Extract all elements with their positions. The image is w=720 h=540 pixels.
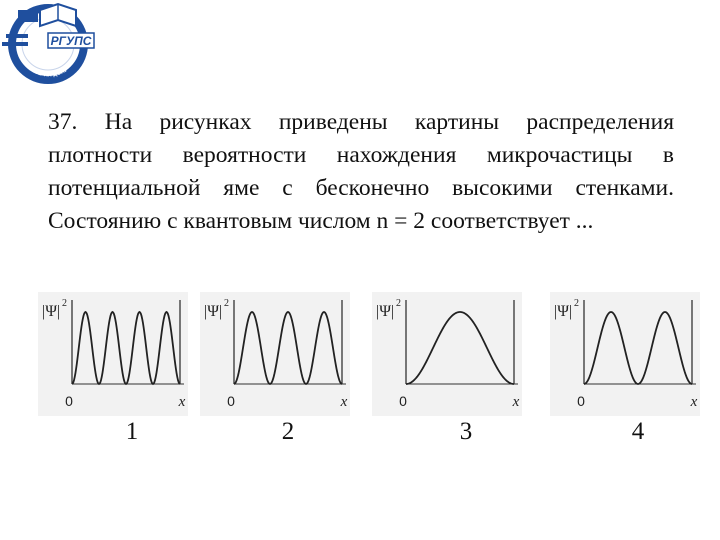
y-axis-label-superscript: 2 (574, 298, 579, 309)
probability-density-plot-3 (372, 292, 522, 416)
origin-label: 0 (65, 393, 73, 409)
y-axis-label-superscript: 2 (396, 298, 401, 309)
question-text: 37. На рисунках приведены картины распределения плотности вероятности нахождения микрочастицы в потенциальной яме с бесконечно высокими стенками. Состоянию с квантовым числом n = 2 соответствует ... (48, 109, 674, 234)
origin-label: 0 (399, 393, 407, 409)
x-axis-label: x (340, 394, 348, 410)
probability-density-plot-1 (38, 292, 188, 416)
y-axis-label-superscript: 2 (224, 298, 229, 309)
origin-label: 0 (227, 393, 235, 409)
plot-panel-2[interactable] (200, 292, 350, 416)
plot-number-4: 4 (631, 418, 645, 445)
logo-text: РГУПС (50, 34, 92, 48)
x-axis-label: x (178, 394, 186, 410)
x-axis-label: x (690, 394, 698, 410)
y-axis-label: |Ψ| (554, 303, 573, 320)
plot-number-3: 3 (459, 418, 473, 445)
probability-density-plot-4 (550, 292, 700, 416)
logo-ring-text: РОСТОВ-НА-ДОНУ (21, 60, 69, 79)
plot-number-1: 1 (125, 418, 139, 445)
university-logo (0, 0, 108, 84)
y-axis-label-superscript: 2 (62, 298, 67, 309)
y-axis-label: |Ψ| (204, 303, 223, 320)
plot-panel-4[interactable] (550, 292, 700, 416)
plot-panel-1[interactable] (38, 292, 188, 416)
origin-label: 0 (577, 393, 585, 409)
y-axis-label: |Ψ| (376, 303, 395, 320)
x-axis-label: x (512, 394, 520, 410)
plot-number-2: 2 (281, 418, 295, 445)
plot-panel-3[interactable] (372, 292, 522, 416)
probability-density-plot-2 (200, 292, 350, 416)
y-axis-label: |Ψ| (42, 303, 61, 320)
